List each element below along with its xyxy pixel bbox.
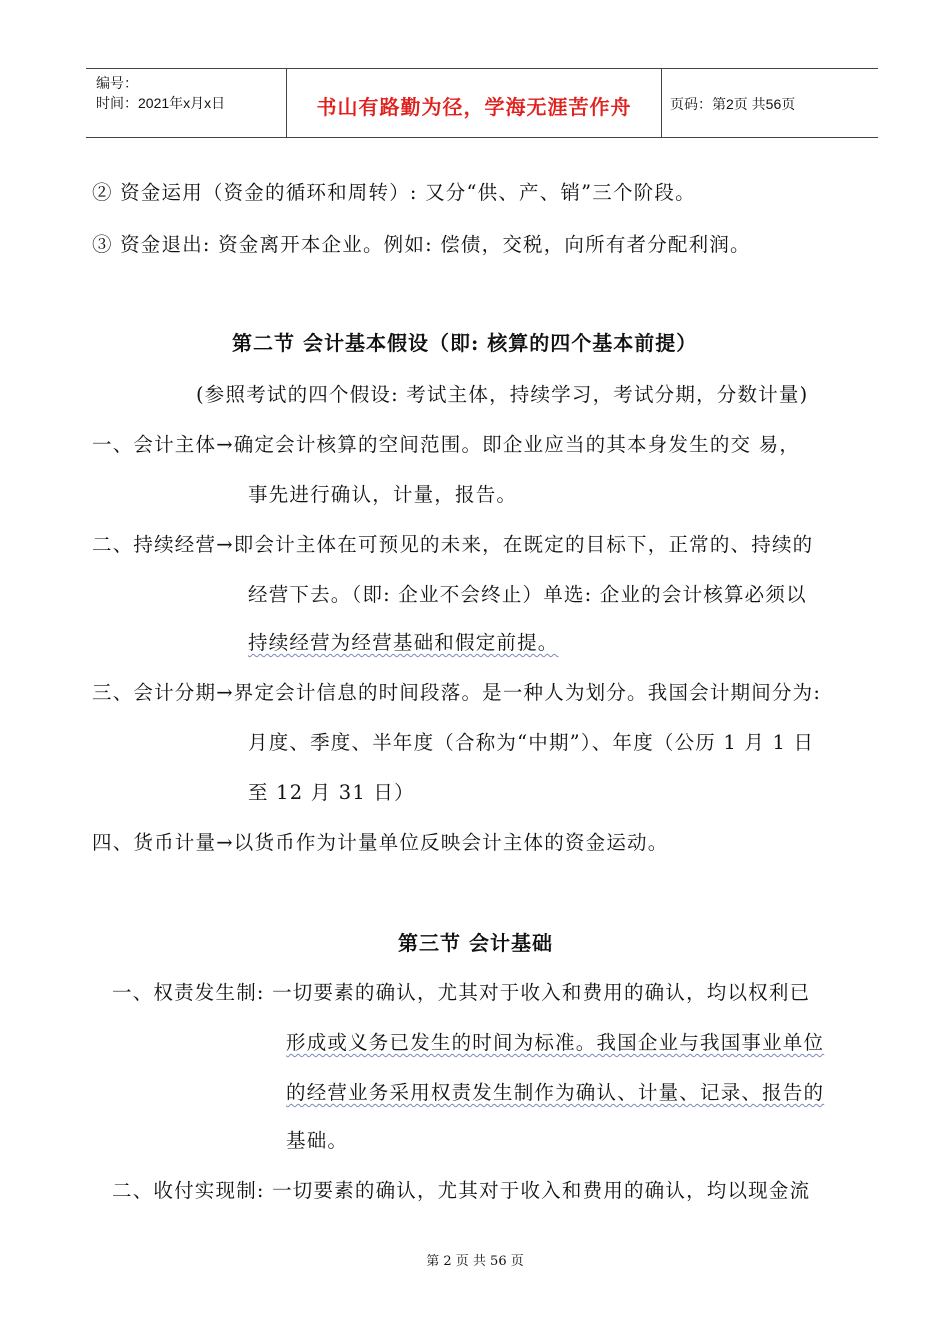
body-line: 三、会计分期→界定会计信息的时间段落。是一种人为划分。我国会计期间分为: (92, 681, 822, 704)
body-line: 事先进行确认，计量，报告。 (248, 483, 518, 506)
body-line: 二、收付实现制: 一切要素的确认，尤其对于收入和费用的确认，均以现金流 (112, 1179, 811, 1202)
body-line: 至 12 月 31 日） (248, 781, 415, 804)
body-line: 四、货币计量→以货币作为计量单位反映会计主体的资金运动。 (92, 831, 669, 854)
body-line: 一、会计主体→确定会计核算的空间范围。即企业应当的其本身发生的交 易， (92, 433, 801, 456)
header-meta (96, 73, 225, 113)
header-page-info: 页码：第2页 共56页 (670, 96, 796, 112)
body-line: 的经营业务采用权责发生制作为确认、计量、记录、报告的 (286, 1081, 825, 1104)
section-note: (参照考试的四个假设: 考试主体，持续学习，考试分期，分数计量) (196, 383, 809, 406)
body-line: 月度、季度、半年度（合称为“中期”）、年度（公历 1 月 1 日 (248, 731, 815, 754)
section-title: 第二节 会计基本假设（即: 核算的四个基本前提） (232, 331, 698, 355)
body-line: 二、持续经营→即会计主体在可预见的未来，在既定的目标下，正常的、持续的 (92, 533, 814, 556)
body-line: 经营下去。（即: 企业不会终止）单选: 企业的会计核算必须以 (248, 583, 807, 606)
header-motto: 书山有路勤为径，学海无涯苦作舟 (316, 97, 632, 119)
body-line: ② 资金运用（资金的循环和周转）: 又分“供、产、销”三个阶段。 (92, 181, 696, 204)
section-title: 第三节 会计基础 (398, 931, 553, 955)
page-header (86, 68, 878, 138)
header-number-label: 编号： (96, 75, 138, 91)
body-line: 形成或义务已发生的时间为标准。我国企业与我国事业单位 (286, 1031, 825, 1054)
header-divider (661, 69, 662, 137)
body-line: 持续经营为经营基础和假定前提。 (248, 631, 559, 654)
body-line: ③ 资金退出: 资金离开本企业。例如: 偿债，交税，向所有者分配利润。 (92, 233, 751, 256)
header-time-label: 时间：2021年x月x日 (96, 95, 226, 111)
body-line: 一、权责发生制: 一切要素的确认，尤其对于收入和费用的确认，均以权利已 (112, 981, 811, 1004)
body-line: 基础。 (286, 1129, 349, 1152)
page-footer: 第 2 页 共 56 页 (426, 1254, 524, 1269)
